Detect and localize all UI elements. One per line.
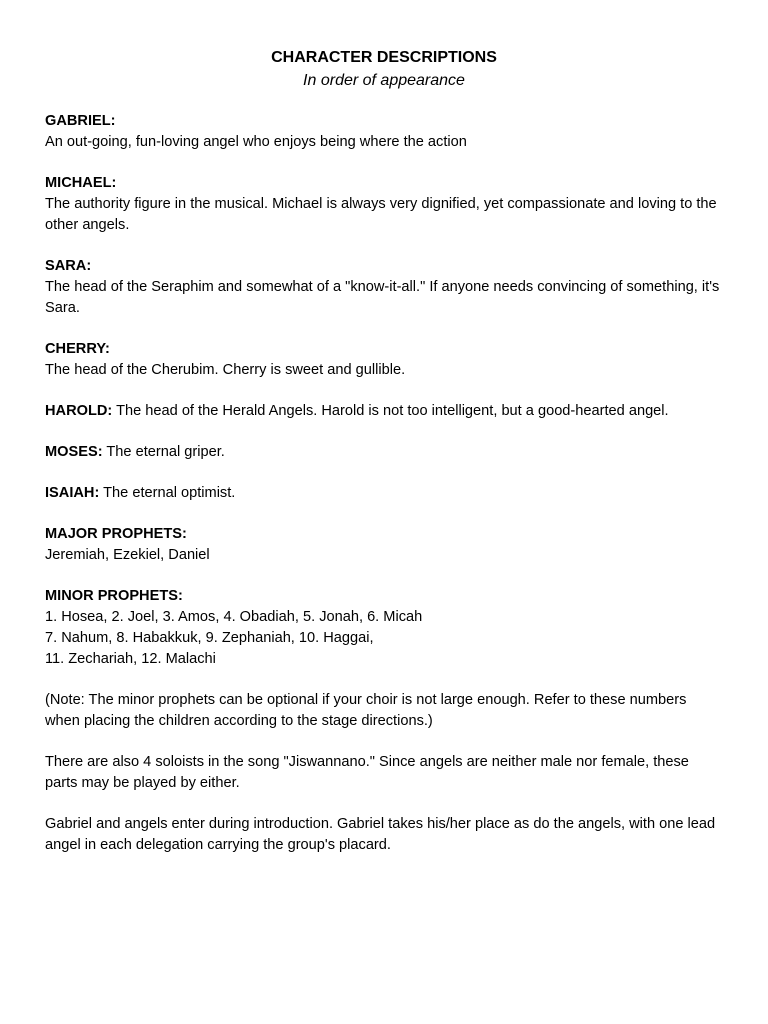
character-description: The eternal optimist. xyxy=(103,485,236,501)
character-label: MOSES: xyxy=(45,444,103,460)
character-label: MINOR PROPHETS: xyxy=(45,588,183,604)
character-label: GABRIEL: xyxy=(45,113,116,129)
minor-prophets-line: 7. Nahum, 8. Habakkuk, 9. Zephaniah, 10. Haggai, xyxy=(45,630,374,646)
character-list xyxy=(45,111,723,856)
character-description: Jeremiah, Ezekiel, Daniel xyxy=(45,547,210,563)
page-subtitle: In order of appearance xyxy=(303,72,465,89)
character-gabriel xyxy=(45,111,723,153)
character-label: SARA: xyxy=(45,258,92,274)
character-description: The eternal griper. xyxy=(106,444,225,460)
minor-prophets-line: 11. Zechariah, 12. Malachi xyxy=(45,651,216,667)
character-michael xyxy=(45,173,723,236)
character-sara xyxy=(45,256,723,319)
character-harold xyxy=(45,401,723,422)
character-moses xyxy=(45,442,723,463)
character-label: MICHAEL: xyxy=(45,175,117,191)
character-description: The authority figure in the musical. Michael is always very dignified, yet compassionate and loving to the other angels. xyxy=(45,196,717,233)
character-description: The head of the Herald Angels. Harold is not too intelligent, but a good-hearted angel. xyxy=(116,403,669,419)
character-label: MAJOR PROPHETS: xyxy=(45,526,187,542)
character-cherry xyxy=(45,339,723,381)
character-description: An out-going, fun-loving angel who enjoys being where the action xyxy=(45,134,467,150)
character-label: ISAIAH: xyxy=(45,485,100,501)
character-label: HAROLD: xyxy=(45,403,113,419)
minor-prophets-line: 1. Hosea, 2. Joel, 3. Amos, 4. Obadiah, 5. Jonah, 6. Micah xyxy=(45,609,423,625)
character-major-prophets xyxy=(45,524,723,566)
character-description: The head of the Seraphim and somewhat of a "know-it-all." If anyone needs convincing of something, it's Sara. xyxy=(45,279,720,316)
entrance-paragraph: Gabriel and angels enter during introduction. Gabriel takes his/her place as do the angels, with one lead angel in each delegation carrying the group's placard. xyxy=(45,816,716,853)
note-paragraph: (Note: The minor prophets can be optional if your choir is not large enough. Refer to these numbers when placing the children according to the stage directions.) xyxy=(45,692,687,729)
page-title: CHARACTER DESCRIPTIONS xyxy=(271,49,497,66)
soloists-paragraph: There are also 4 soloists in the song "Jiswannano." Since angels are neither male nor female, these parts may be played by either. xyxy=(45,754,689,791)
character-description: The head of the Cherubim. Cherry is sweet and gullible. xyxy=(45,362,406,378)
character-label: CHERRY: xyxy=(45,341,110,357)
character-minor-prophets xyxy=(45,586,723,670)
character-isaiah xyxy=(45,483,723,504)
